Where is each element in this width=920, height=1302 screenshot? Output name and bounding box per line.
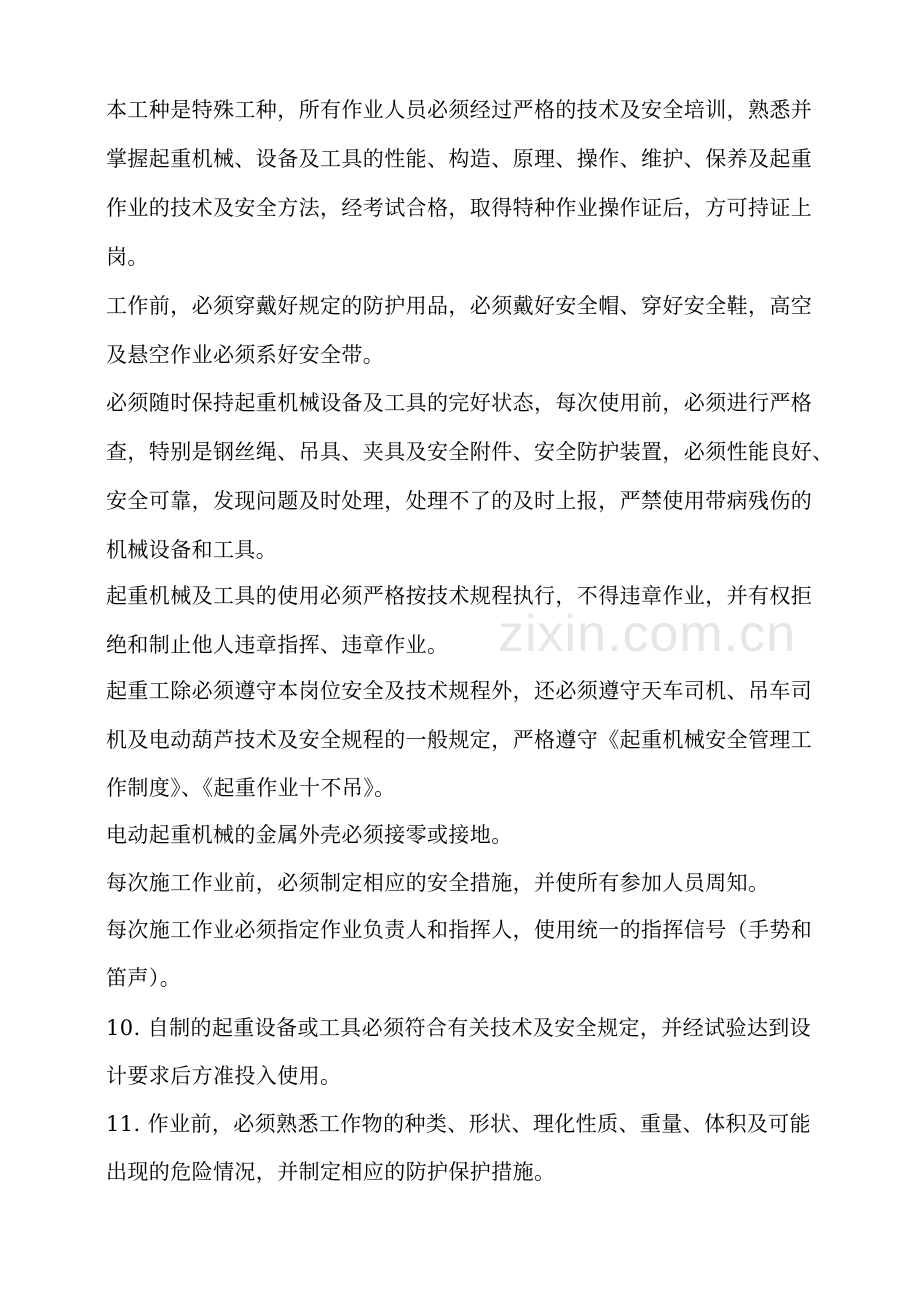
text-line: 查，特别是钢丝绳、吊具、夹具及安全附件、安全防护装置，必须性能良好、: [106, 440, 834, 464]
text-line: 出现的危险情况，并制定相应的防护保护措施。: [106, 1160, 556, 1184]
text-line: 作业的技术及安全方法，经考试合格，取得特种作业操作证后，方可持证上: [106, 196, 813, 220]
text-line: 及悬空作业必须系好安全带。: [106, 343, 385, 367]
text-line: 机械设备和工具。: [106, 538, 278, 562]
text-line: 工作前，必须穿戴好规定的防护用品，必须戴好安全帽、穿好安全鞋，高空: [106, 294, 813, 318]
text-line: 机及电动葫芦技术及安全规程的一般规定，严格遵守《起重机械安全管理工: [106, 728, 813, 752]
text-line: 11. 作业前，必须熟悉工作物的种类、形状、理化性质、重量、体积及可能: [106, 1112, 812, 1136]
text-line: 每次施工作业必须指定作业负责人和指挥人，使用统一的指挥信号（手势和: [106, 918, 813, 942]
text-line: 绝和制止他人违章指挥、违章作业。: [106, 633, 449, 657]
text-line: 必须随时保持起重机械设备及工具的完好状态，每次使用前，必须进行严格: [106, 391, 813, 415]
text-line: 安全可靠，发现问题及时处理，处理不了的及时上报，严禁使用带病残伤的: [106, 489, 813, 513]
text-line: 起重机械及工具的使用必须严格按技术规程执行，不得违章作业，并有权拒: [106, 584, 813, 608]
watermark: zixin.com.cn: [498, 605, 797, 663]
text-line: 10. 自制的起重设备或工具必须符合有关技术及安全规定，并经试验达到设: [106, 1016, 812, 1040]
text-line: 电动起重机械的金属外壳必须接零或接地。: [106, 823, 513, 847]
text-line: 笛声）。: [106, 966, 182, 990]
text-line: 每次施工作业前，必须制定相应的安全措施，并使所有参加人员周知。: [106, 871, 770, 895]
text-line: 起重工除必须遵守本岗位安全及技术规程外，还必须遵守天车司机、吊车司: [106, 679, 813, 703]
text-line: 岗。: [106, 245, 149, 269]
text-line: 作制度》、《起重作业十不吊》。: [106, 776, 396, 800]
text-line: 计要求后方准投入使用。: [106, 1064, 342, 1088]
text-line: 本工种是特殊工种，所有作业人员必须经过严格的技术及安全培训，熟悉并: [106, 98, 813, 122]
text-line: 掌握起重机械、设备及工具的性能、构造、原理、操作、维护、保养及起重: [106, 147, 813, 171]
